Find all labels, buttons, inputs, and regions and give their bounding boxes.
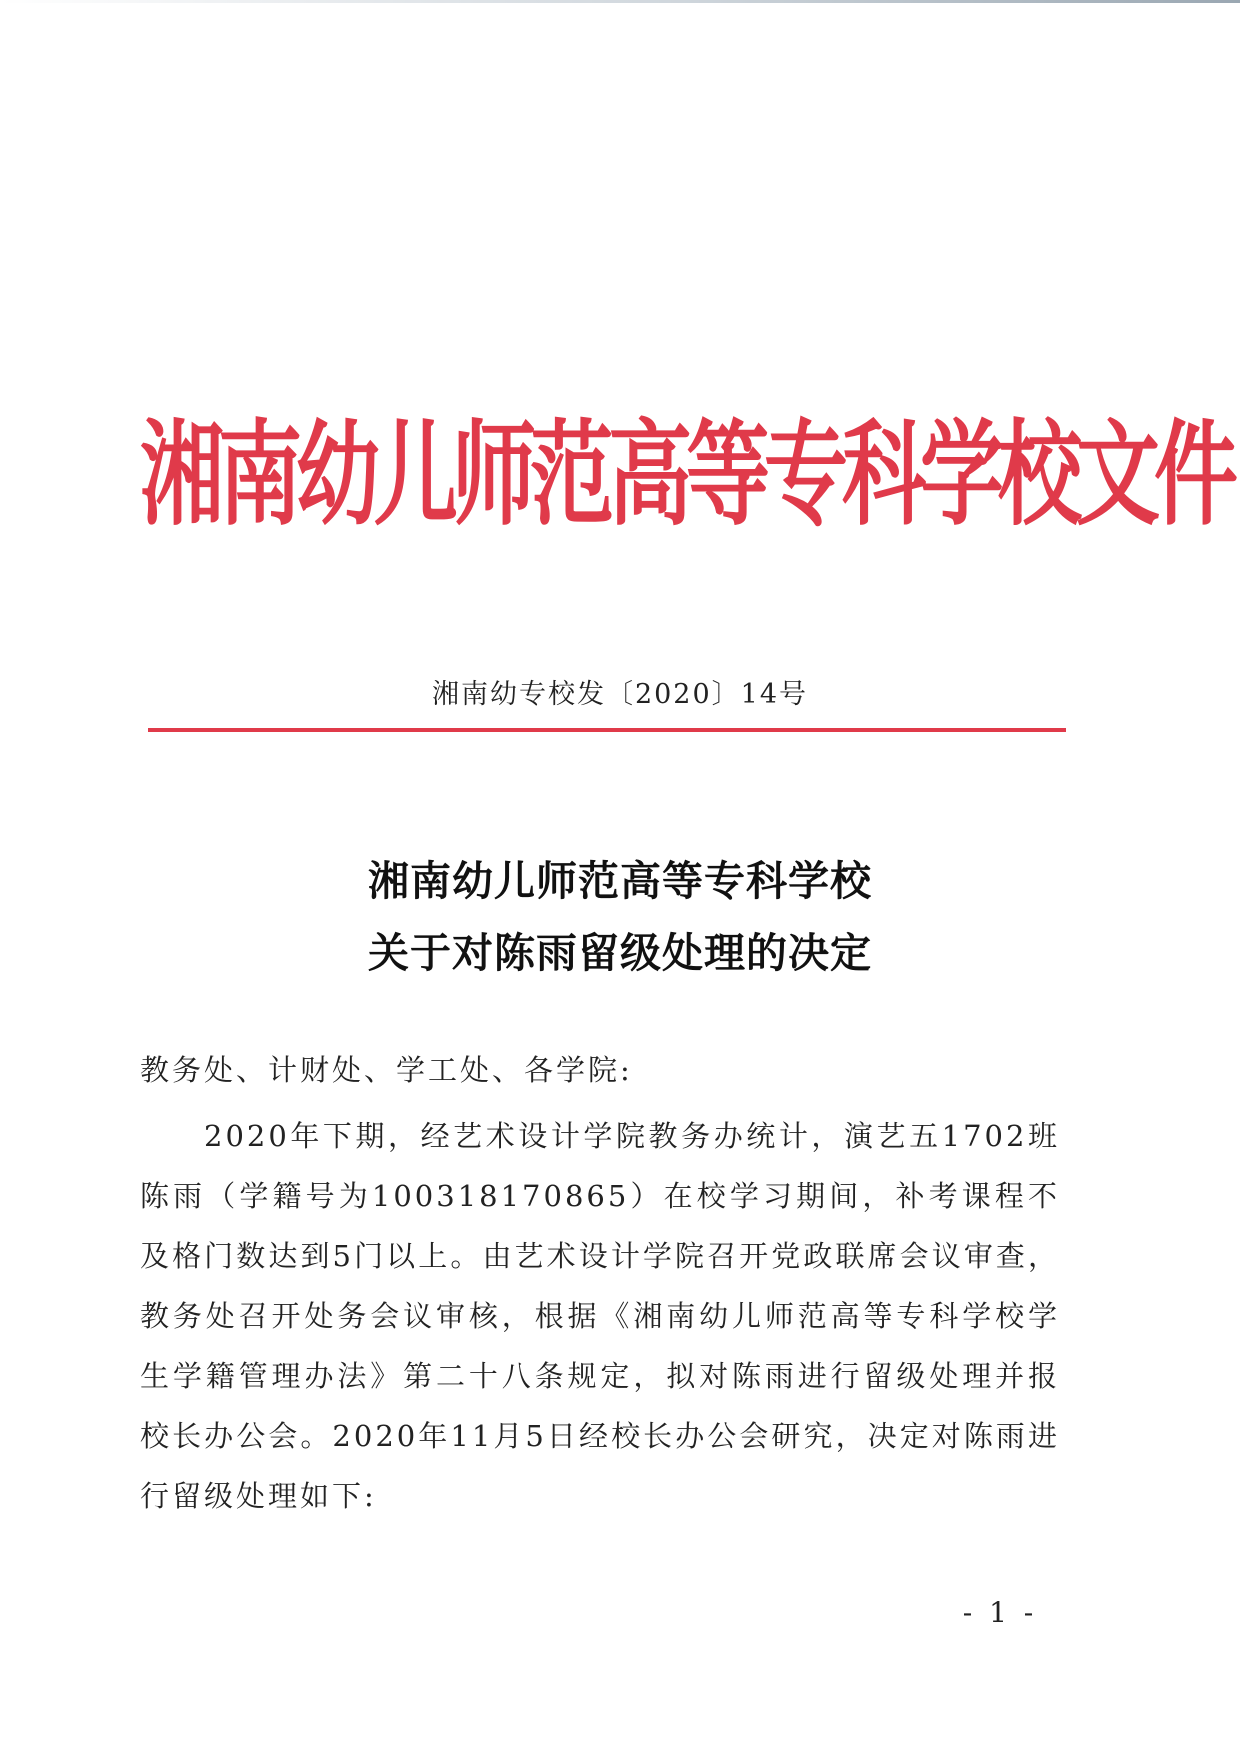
document-title-line-2: 关于对陈雨留级处理的决定 — [368, 929, 872, 977]
salutation: 教务处、计财处、学工处、各学院: — [140, 1053, 633, 1087]
body-paragraph: 2020年下期，经艺术设计学院教务办统计，演艺五1702班陈雨（学籍号为100318170865）在校学习期间，补考课程不及格门数达到5门以上。由艺术设计学院召开党政联席会议审查，教务处召开处务会议审核，根据《湘南幼儿师范高等专科学校学生学籍管理办法》第二十八条规定，拟对陈雨进行留级处理并报校长办公会。2020年11月5日经校长办公会研究，决定对陈雨进行留级处理如下: — [140, 1119, 1060, 1513]
document-title-line-1: 湘南幼儿师范高等专科学校 — [368, 857, 872, 905]
document-number: 湘南幼专校发〔2020〕14号 — [431, 679, 809, 710]
scan-edge — [0, 0, 1240, 3]
red-divider-line — [148, 728, 1066, 732]
page-number: - 1 - — [962, 1596, 1038, 1629]
institution-header-title: 湘南幼儿师范高等专科学校文件 — [140, 407, 1233, 541]
